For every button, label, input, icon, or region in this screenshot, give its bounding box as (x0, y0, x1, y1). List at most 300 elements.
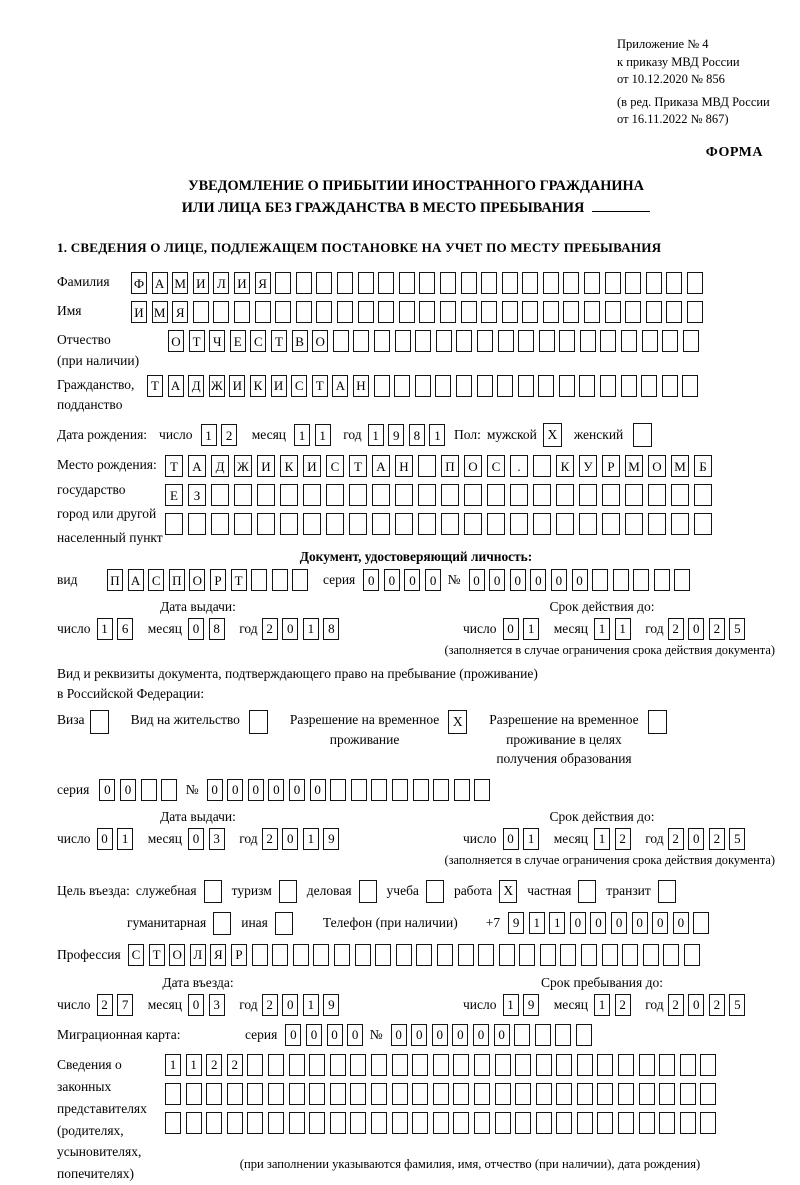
char-cell[interactable]: М (152, 301, 168, 323)
char-cell[interactable]: 1 (594, 828, 610, 850)
char-cell[interactable]: П (441, 455, 459, 477)
char-cell[interactable]: С (326, 455, 344, 477)
char-cell[interactable] (680, 1083, 696, 1105)
visa-checkbox[interactable] (90, 710, 109, 734)
char-cell[interactable]: Ф (131, 272, 147, 294)
char-cell[interactable] (440, 272, 456, 294)
char-cell[interactable] (415, 375, 431, 397)
char-cell[interactable] (257, 513, 275, 535)
purpose-tourism-checkbox[interactable] (279, 880, 297, 903)
char-cell[interactable]: 1 (294, 424, 310, 446)
char-cell[interactable] (666, 301, 682, 323)
char-cell[interactable] (519, 944, 535, 966)
char-cell[interactable]: Е (165, 484, 183, 506)
char-cell[interactable] (579, 375, 595, 397)
char-cell[interactable] (161, 779, 177, 801)
char-cell[interactable]: 1 (117, 828, 133, 850)
char-cell[interactable]: 0 (363, 569, 379, 591)
char-cell[interactable]: 0 (227, 779, 243, 801)
char-cell[interactable]: Т (271, 330, 287, 352)
char-cell[interactable] (556, 484, 574, 506)
char-cell[interactable] (464, 513, 482, 535)
char-cell[interactable]: А (332, 375, 348, 397)
char-cell[interactable] (186, 1083, 202, 1105)
char-cell[interactable] (396, 944, 412, 966)
char-cell[interactable]: 9 (523, 994, 539, 1016)
char-cell[interactable] (441, 484, 459, 506)
sex-female-checkbox[interactable] (633, 423, 652, 447)
char-cell[interactable] (193, 301, 209, 323)
char-cell[interactable] (371, 1083, 387, 1105)
char-cell[interactable]: 0 (188, 994, 204, 1016)
char-cell[interactable]: 0 (404, 569, 420, 591)
char-cell[interactable]: 8 (409, 424, 425, 446)
char-cell[interactable] (257, 484, 275, 506)
char-cell[interactable]: 0 (188, 828, 204, 850)
char-cell[interactable] (165, 1083, 181, 1105)
char-cell[interactable] (518, 330, 534, 352)
char-cell[interactable]: 2 (262, 618, 278, 640)
char-cell[interactable]: 0 (652, 912, 668, 934)
char-cell[interactable]: 1 (97, 618, 113, 640)
purpose-official-checkbox[interactable] (204, 880, 222, 903)
char-cell[interactable]: 0 (306, 1024, 322, 1046)
char-cell[interactable]: 0 (289, 779, 305, 801)
char-cell[interactable]: 5 (729, 618, 745, 640)
char-cell[interactable] (234, 484, 252, 506)
char-cell[interactable] (474, 1083, 490, 1105)
char-cell[interactable] (536, 1054, 552, 1076)
char-cell[interactable] (316, 301, 332, 323)
purpose-private-checkbox[interactable] (578, 880, 596, 903)
char-cell[interactable] (374, 375, 390, 397)
char-cell[interactable] (372, 484, 390, 506)
char-cell[interactable] (453, 1112, 469, 1134)
residence-permit-checkbox[interactable] (249, 710, 268, 734)
char-cell[interactable] (625, 484, 643, 506)
char-cell[interactable]: 1 (503, 994, 519, 1016)
char-cell[interactable]: 3 (209, 994, 225, 1016)
char-cell[interactable] (293, 944, 309, 966)
char-cell[interactable] (700, 1112, 716, 1134)
char-cell[interactable] (330, 1112, 346, 1134)
char-cell[interactable]: Ж (209, 375, 225, 397)
char-cell[interactable] (337, 301, 353, 323)
char-cell[interactable] (394, 375, 410, 397)
char-cell[interactable]: 2 (709, 618, 725, 640)
char-cell[interactable] (372, 513, 390, 535)
char-cell[interactable]: 0 (310, 779, 326, 801)
char-cell[interactable]: А (372, 455, 390, 477)
char-cell[interactable]: 0 (120, 779, 136, 801)
char-cell[interactable] (435, 375, 451, 397)
char-cell[interactable] (280, 484, 298, 506)
char-cell[interactable] (227, 1083, 243, 1105)
char-cell[interactable] (213, 301, 229, 323)
char-cell[interactable] (515, 1112, 531, 1134)
char-cell[interactable] (495, 1112, 511, 1134)
char-cell[interactable]: 0 (572, 569, 588, 591)
char-cell[interactable] (487, 513, 505, 535)
char-cell[interactable] (510, 513, 528, 535)
char-cell[interactable]: 1 (201, 424, 217, 446)
char-cell[interactable] (399, 301, 415, 323)
char-cell[interactable] (456, 375, 472, 397)
char-cell[interactable]: Н (353, 375, 369, 397)
char-cell[interactable]: 9 (508, 912, 524, 934)
char-cell[interactable]: 0 (503, 828, 519, 850)
char-cell[interactable] (518, 375, 534, 397)
char-cell[interactable] (371, 1054, 387, 1076)
char-cell[interactable]: 0 (391, 1024, 407, 1046)
char-cell[interactable] (515, 1054, 531, 1076)
char-cell[interactable] (330, 1054, 346, 1076)
char-cell[interactable] (671, 513, 689, 535)
char-cell[interactable] (296, 301, 312, 323)
char-cell[interactable]: Ж (234, 455, 252, 477)
char-cell[interactable]: 7 (117, 994, 133, 1016)
char-cell[interactable] (682, 375, 698, 397)
char-cell[interactable]: 0 (268, 779, 284, 801)
char-cell[interactable] (533, 484, 551, 506)
char-cell[interactable] (666, 272, 682, 294)
char-cell[interactable]: 1 (303, 994, 319, 1016)
char-cell[interactable] (502, 301, 518, 323)
char-cell[interactable]: 2 (262, 994, 278, 1016)
char-cell[interactable]: Т (231, 569, 247, 591)
char-cell[interactable] (474, 1054, 490, 1076)
char-cell[interactable] (374, 330, 390, 352)
char-cell[interactable] (419, 272, 435, 294)
temp-residence-checkbox[interactable]: X (448, 710, 467, 734)
char-cell[interactable]: 1 (594, 618, 610, 640)
char-cell[interactable] (618, 1112, 634, 1134)
char-cell[interactable]: 2 (615, 828, 631, 850)
char-cell[interactable] (141, 779, 157, 801)
char-cell[interactable] (687, 301, 703, 323)
char-cell[interactable] (625, 513, 643, 535)
char-cell[interactable]: 1 (523, 618, 539, 640)
char-cell[interactable] (659, 1083, 675, 1105)
char-cell[interactable] (461, 301, 477, 323)
char-cell[interactable] (358, 301, 374, 323)
char-cell[interactable] (375, 944, 391, 966)
char-cell[interactable] (613, 569, 629, 591)
char-cell[interactable]: 0 (611, 912, 627, 934)
char-cell[interactable]: Д (188, 375, 204, 397)
char-cell[interactable] (680, 1054, 696, 1076)
char-cell[interactable]: 2 (615, 994, 631, 1016)
char-cell[interactable] (600, 375, 616, 397)
char-cell[interactable] (662, 375, 678, 397)
char-cell[interactable] (600, 330, 616, 352)
char-cell[interactable] (412, 1083, 428, 1105)
char-cell[interactable] (481, 301, 497, 323)
char-cell[interactable] (351, 779, 367, 801)
char-cell[interactable]: 2 (668, 828, 684, 850)
char-cell[interactable]: 2 (668, 994, 684, 1016)
char-cell[interactable]: И (229, 375, 245, 397)
char-cell[interactable]: 0 (282, 828, 298, 850)
char-cell[interactable]: И (131, 301, 147, 323)
char-cell[interactable]: Т (147, 375, 163, 397)
char-cell[interactable]: 0 (99, 779, 115, 801)
char-cell[interactable]: О (464, 455, 482, 477)
char-cell[interactable] (296, 272, 312, 294)
char-cell[interactable]: 1 (594, 994, 610, 1016)
char-cell[interactable] (584, 272, 600, 294)
char-cell[interactable] (602, 944, 618, 966)
char-cell[interactable] (441, 513, 459, 535)
char-cell[interactable] (515, 1083, 531, 1105)
char-cell[interactable] (412, 1054, 428, 1076)
char-cell[interactable]: 0 (425, 569, 441, 591)
char-cell[interactable]: 1 (429, 424, 445, 446)
char-cell[interactable]: Д (211, 455, 229, 477)
char-cell[interactable]: 0 (510, 569, 526, 591)
char-cell[interactable] (395, 484, 413, 506)
char-cell[interactable]: К (250, 375, 266, 397)
char-cell[interactable]: 2 (668, 618, 684, 640)
char-cell[interactable]: Е (230, 330, 246, 352)
char-cell[interactable] (641, 375, 657, 397)
char-cell[interactable] (289, 1054, 305, 1076)
char-cell[interactable]: 2 (262, 828, 278, 850)
char-cell[interactable]: 8 (209, 618, 225, 640)
char-cell[interactable] (316, 272, 332, 294)
char-cell[interactable] (436, 330, 452, 352)
char-cell[interactable]: С (291, 375, 307, 397)
char-cell[interactable]: О (648, 455, 666, 477)
char-cell[interactable]: 0 (673, 912, 689, 934)
char-cell[interactable] (454, 779, 470, 801)
char-cell[interactable] (579, 484, 597, 506)
char-cell[interactable]: С (487, 455, 505, 477)
char-cell[interactable] (581, 944, 597, 966)
char-cell[interactable]: 1 (303, 828, 319, 850)
char-cell[interactable] (510, 484, 528, 506)
char-cell[interactable] (211, 484, 229, 506)
char-cell[interactable] (433, 779, 449, 801)
char-cell[interactable] (559, 375, 575, 397)
char-cell[interactable]: М (625, 455, 643, 477)
char-cell[interactable] (234, 513, 252, 535)
char-cell[interactable] (700, 1083, 716, 1105)
purpose-other-checkbox[interactable] (275, 912, 293, 935)
char-cell[interactable]: 2 (227, 1054, 243, 1076)
char-cell[interactable] (326, 513, 344, 535)
char-cell[interactable] (211, 513, 229, 535)
char-cell[interactable]: В (292, 330, 308, 352)
char-cell[interactable]: 0 (285, 1024, 301, 1046)
char-cell[interactable]: Р (602, 455, 620, 477)
char-cell[interactable]: Б (694, 455, 712, 477)
char-cell[interactable] (577, 1083, 593, 1105)
char-cell[interactable]: Т (189, 330, 205, 352)
char-cell[interactable]: 0 (452, 1024, 468, 1046)
char-cell[interactable] (522, 272, 538, 294)
char-cell[interactable] (461, 272, 477, 294)
char-cell[interactable] (621, 330, 637, 352)
char-cell[interactable] (556, 1112, 572, 1134)
char-cell[interactable] (313, 944, 329, 966)
char-cell[interactable] (247, 1083, 263, 1105)
char-cell[interactable] (416, 944, 432, 966)
char-cell[interactable] (309, 1083, 325, 1105)
char-cell[interactable] (292, 569, 308, 591)
char-cell[interactable] (639, 1054, 655, 1076)
char-cell[interactable] (433, 1112, 449, 1134)
char-cell[interactable]: М (671, 455, 689, 477)
char-cell[interactable] (378, 301, 394, 323)
char-cell[interactable] (371, 1112, 387, 1134)
char-cell[interactable] (539, 330, 555, 352)
char-cell[interactable] (272, 569, 288, 591)
char-cell[interactable]: 1 (549, 912, 565, 934)
char-cell[interactable] (227, 1112, 243, 1134)
char-cell[interactable] (268, 1083, 284, 1105)
char-cell[interactable]: 0 (688, 618, 704, 640)
char-cell[interactable] (671, 484, 689, 506)
char-cell[interactable]: 0 (494, 1024, 510, 1046)
char-cell[interactable] (186, 1112, 202, 1134)
char-cell[interactable] (684, 944, 700, 966)
char-cell[interactable]: 5 (729, 828, 745, 850)
char-cell[interactable] (350, 1054, 366, 1076)
char-cell[interactable]: 2 (221, 424, 237, 446)
char-cell[interactable]: . (510, 455, 528, 477)
char-cell[interactable]: 3 (209, 828, 225, 850)
char-cell[interactable]: 0 (503, 618, 519, 640)
char-cell[interactable]: Т (149, 944, 165, 966)
char-cell[interactable]: Р (231, 944, 247, 966)
char-cell[interactable] (437, 944, 453, 966)
char-cell[interactable]: 0 (432, 1024, 448, 1046)
char-cell[interactable] (234, 301, 250, 323)
char-cell[interactable] (646, 301, 662, 323)
char-cell[interactable]: Р (210, 569, 226, 591)
char-cell[interactable] (453, 1083, 469, 1105)
char-cell[interactable] (392, 1054, 408, 1076)
char-cell[interactable] (694, 484, 712, 506)
char-cell[interactable] (165, 513, 183, 535)
char-cell[interactable] (618, 1083, 634, 1105)
char-cell[interactable] (206, 1112, 222, 1134)
char-cell[interactable]: О (168, 330, 184, 352)
char-cell[interactable]: О (189, 569, 205, 591)
char-cell[interactable]: 0 (473, 1024, 489, 1046)
char-cell[interactable]: 2 (97, 994, 113, 1016)
char-cell[interactable] (662, 330, 678, 352)
char-cell[interactable] (495, 1083, 511, 1105)
purpose-business-checkbox[interactable] (359, 880, 377, 903)
char-cell[interactable] (659, 1054, 675, 1076)
char-cell[interactable] (481, 272, 497, 294)
char-cell[interactable]: И (234, 272, 250, 294)
char-cell[interactable] (303, 513, 321, 535)
char-cell[interactable]: 1 (368, 424, 384, 446)
char-cell[interactable] (597, 1054, 613, 1076)
char-cell[interactable] (165, 1112, 181, 1134)
char-cell[interactable]: И (193, 272, 209, 294)
char-cell[interactable] (371, 779, 387, 801)
char-cell[interactable]: Л (190, 944, 206, 966)
char-cell[interactable] (337, 272, 353, 294)
char-cell[interactable] (694, 513, 712, 535)
char-cell[interactable]: 6 (117, 618, 133, 640)
char-cell[interactable] (464, 484, 482, 506)
char-cell[interactable] (556, 513, 574, 535)
char-cell[interactable]: 9 (388, 424, 404, 446)
char-cell[interactable]: Т (349, 455, 367, 477)
char-cell[interactable] (580, 330, 596, 352)
char-cell[interactable] (289, 1083, 305, 1105)
char-cell[interactable] (514, 1024, 530, 1046)
char-cell[interactable] (330, 779, 346, 801)
char-cell[interactable] (621, 375, 637, 397)
char-cell[interactable]: 0 (248, 779, 264, 801)
char-cell[interactable]: 0 (489, 569, 505, 591)
char-cell[interactable] (474, 779, 490, 801)
char-cell[interactable]: У (579, 455, 597, 477)
char-cell[interactable] (350, 1112, 366, 1134)
char-cell[interactable]: 0 (411, 1024, 427, 1046)
char-cell[interactable] (700, 1054, 716, 1076)
char-cell[interactable] (533, 455, 551, 477)
char-cell[interactable] (577, 1112, 593, 1134)
char-cell[interactable] (602, 484, 620, 506)
char-cell[interactable] (622, 944, 638, 966)
char-cell[interactable]: 0 (688, 828, 704, 850)
char-cell[interactable] (456, 330, 472, 352)
char-cell[interactable] (418, 513, 436, 535)
char-cell[interactable] (680, 1112, 696, 1134)
char-cell[interactable] (268, 1054, 284, 1076)
char-cell[interactable] (555, 1024, 571, 1046)
char-cell[interactable]: Ч (209, 330, 225, 352)
char-cell[interactable] (477, 375, 493, 397)
char-cell[interactable]: 0 (688, 994, 704, 1016)
char-cell[interactable]: 0 (282, 618, 298, 640)
char-cell[interactable] (584, 301, 600, 323)
char-cell[interactable] (247, 1112, 263, 1134)
char-cell[interactable] (597, 1112, 613, 1134)
char-cell[interactable]: Т (165, 455, 183, 477)
char-cell[interactable]: 0 (384, 569, 400, 591)
char-cell[interactable] (275, 301, 291, 323)
char-cell[interactable] (639, 1112, 655, 1134)
char-cell[interactable]: 9 (323, 994, 339, 1016)
char-cell[interactable] (556, 1054, 572, 1076)
char-cell[interactable]: 2 (709, 994, 725, 1016)
char-cell[interactable]: 0 (347, 1024, 363, 1046)
char-cell[interactable]: 8 (323, 618, 339, 640)
char-cell[interactable]: П (169, 569, 185, 591)
char-cell[interactable]: К (280, 455, 298, 477)
purpose-humanitarian-checkbox[interactable] (213, 912, 231, 935)
char-cell[interactable] (538, 375, 554, 397)
char-cell[interactable]: К (556, 455, 574, 477)
char-cell[interactable] (576, 1024, 592, 1046)
char-cell[interactable]: И (257, 455, 275, 477)
char-cell[interactable] (648, 513, 666, 535)
char-cell[interactable] (418, 455, 436, 477)
char-cell[interactable] (618, 1054, 634, 1076)
char-cell[interactable] (415, 330, 431, 352)
char-cell[interactable] (497, 375, 513, 397)
char-cell[interactable]: 0 (327, 1024, 343, 1046)
char-cell[interactable]: Я (210, 944, 226, 966)
